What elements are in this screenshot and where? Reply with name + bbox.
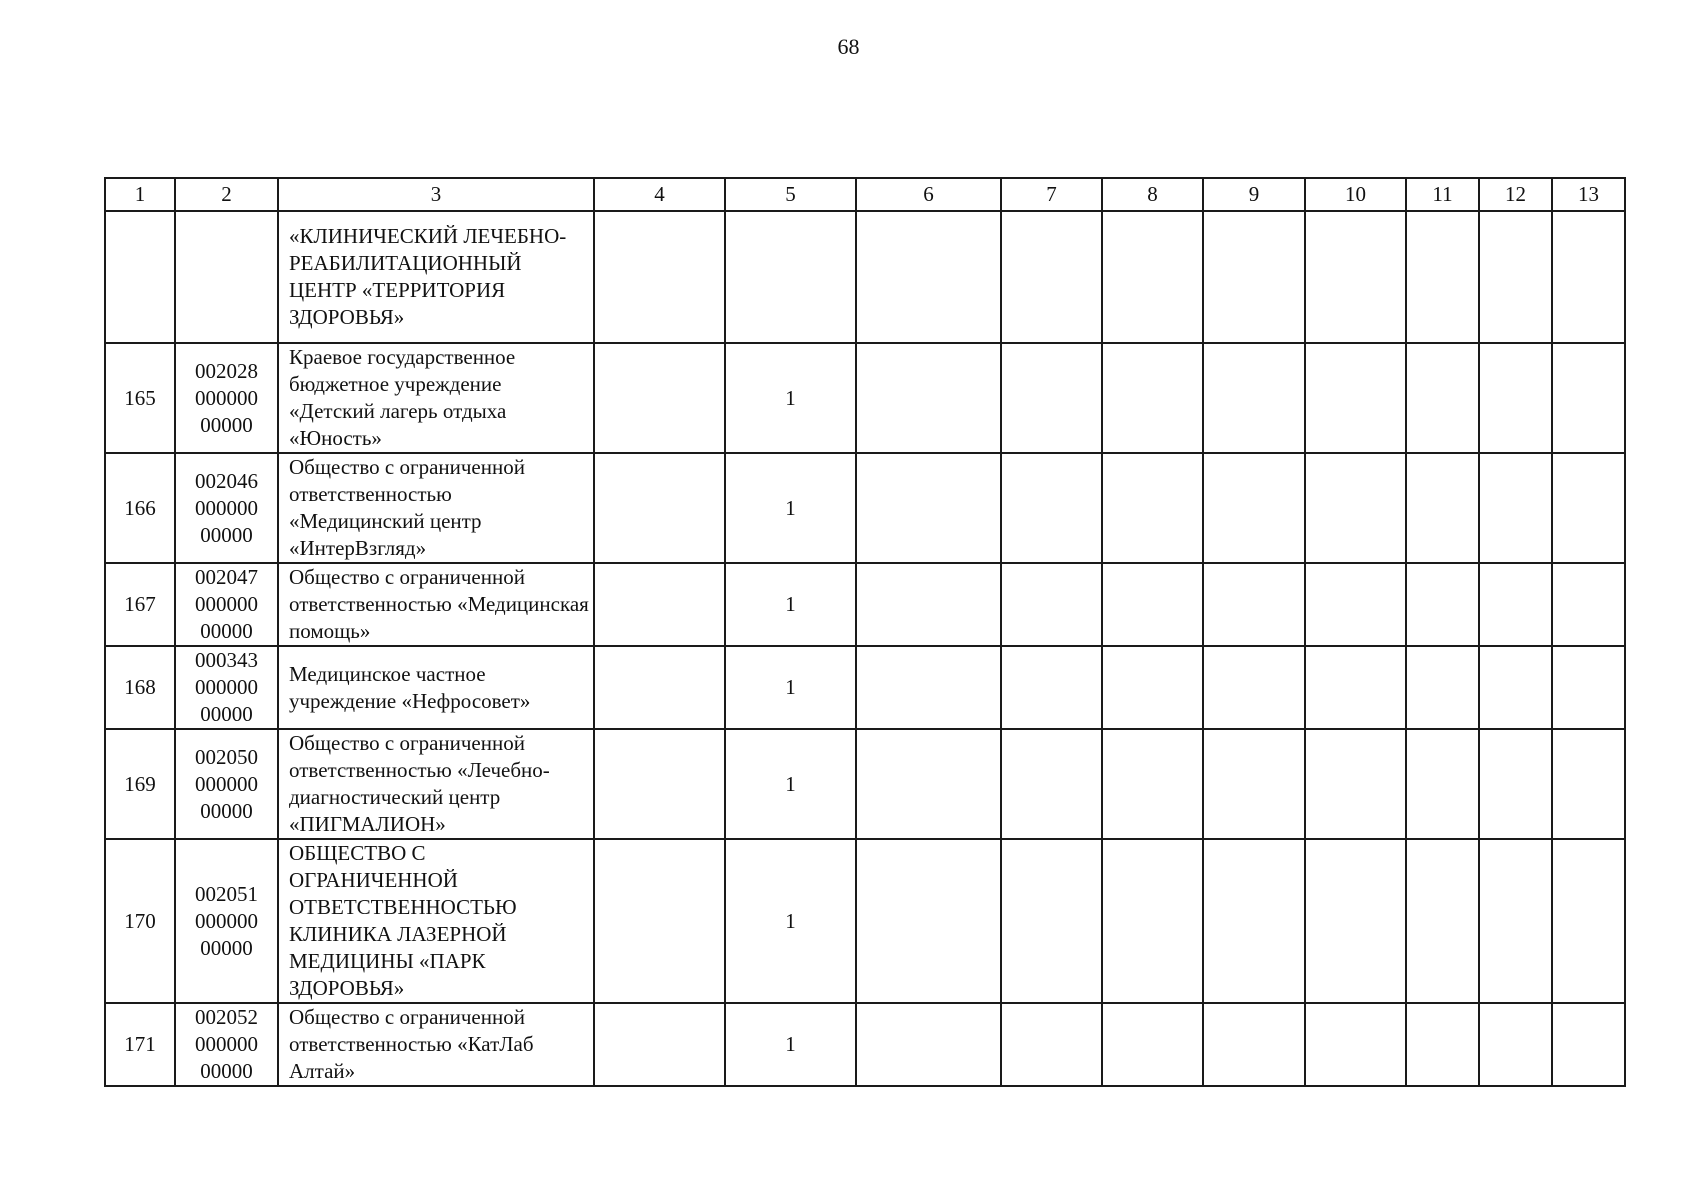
organization-name-cell: «КЛИНИЧЕСКИЙ ЛЕЧЕБНО-РЕАБИЛИТАЦИОННЫЙ ЦЕНТР «ТЕРРИТОРИЯ ЗДОРОВЬЯ» — [278, 211, 594, 343]
empty-cell — [1552, 839, 1625, 1003]
code-line: 00000 — [200, 522, 253, 547]
row-number-cell: 165 — [105, 343, 175, 453]
empty-cell — [1001, 211, 1102, 343]
organization-name-cell: Общество с ограниченной ответственностью «Медицинская помощь» — [278, 563, 594, 646]
row-code-cell — [175, 729, 278, 839]
empty-cell — [1406, 453, 1479, 563]
empty-cell — [1203, 1003, 1305, 1086]
empty-cell — [856, 453, 1001, 563]
row-code-cell — [175, 1003, 278, 1086]
code-line: 002050 — [195, 744, 258, 769]
organization-name-cell: Общество с ограниченной ответственностью «Лечебно-диагностический центр «ПИГМАЛИОН» — [278, 729, 594, 839]
empty-cell — [856, 211, 1001, 343]
empty-cell — [1203, 839, 1305, 1003]
empty-cell — [1552, 1003, 1625, 1086]
column-4-cell — [594, 839, 725, 1003]
code-line: 00000 — [200, 1059, 253, 1083]
empty-cell — [1305, 646, 1406, 729]
column-5-cell: 1 — [725, 1003, 856, 1086]
empty-cell — [1203, 453, 1305, 563]
code-line: 000000 — [195, 385, 258, 410]
empty-cell — [1305, 563, 1406, 646]
organization-name-cell: Общество с ограниченной ответственностью «КатЛаб Алтай» — [278, 1003, 594, 1086]
empty-cell — [1203, 646, 1305, 729]
empty-cell — [1479, 453, 1552, 563]
empty-cell — [1001, 1003, 1102, 1086]
empty-cell — [1203, 343, 1305, 453]
empty-cell — [1479, 1003, 1552, 1086]
empty-cell — [1305, 729, 1406, 839]
row-code-cell — [175, 563, 278, 646]
empty-cell — [1102, 1003, 1203, 1086]
registry-table — [104, 177, 1626, 1087]
table-row — [105, 839, 1625, 1003]
empty-cell — [1406, 211, 1479, 343]
column-5-cell: 1 — [725, 453, 856, 563]
table-row — [105, 563, 1625, 646]
empty-cell — [1305, 839, 1406, 1003]
row-code-cell — [175, 211, 278, 343]
column-header: 10 — [1305, 178, 1406, 211]
column-5-cell: 1 — [725, 563, 856, 646]
empty-cell — [1552, 343, 1625, 453]
column-4-cell — [594, 646, 725, 729]
column-header: 8 — [1102, 178, 1203, 211]
code-line: 00000 — [200, 702, 253, 726]
code-line: 002052 — [195, 1005, 258, 1029]
column-header: 4 — [594, 178, 725, 211]
empty-cell — [1001, 563, 1102, 646]
empty-cell — [1001, 729, 1102, 839]
organization-name-cell: Краевое государственное бюджетное учреждение «Детский лагерь отдыха «Юность» — [278, 343, 594, 453]
empty-cell — [1479, 839, 1552, 1003]
empty-cell — [1001, 343, 1102, 453]
row-number-cell: 166 — [105, 453, 175, 563]
empty-cell — [1552, 729, 1625, 839]
code-line: 000000 — [195, 1032, 258, 1056]
empty-cell — [1479, 646, 1552, 729]
empty-cell — [1479, 343, 1552, 453]
empty-cell — [1001, 646, 1102, 729]
empty-cell — [1406, 729, 1479, 839]
empty-cell — [1552, 211, 1625, 343]
column-header: 11 — [1406, 178, 1479, 211]
code-line: 002051 — [195, 881, 258, 906]
row-number-cell: 170 — [105, 839, 175, 1003]
code-line: 002047 — [195, 565, 258, 589]
column-header: 7 — [1001, 178, 1102, 211]
column-4-cell — [594, 729, 725, 839]
empty-cell — [1406, 839, 1479, 1003]
row-code-cell — [175, 343, 278, 453]
empty-cell — [856, 839, 1001, 1003]
organization-name-cell: ОБЩЕСТВО С ОГРАНИЧЕННОЙ ОТВЕТСТВЕННОСТЬЮ КЛИНИКА ЛАЗЕРНОЙ МЕДИЦИНЫ «ПАРК ЗДОРОВЬЯ» — [278, 839, 594, 1003]
empty-cell — [1305, 453, 1406, 563]
empty-cell — [1406, 1003, 1479, 1086]
table-row — [105, 646, 1625, 729]
column-5-cell: 1 — [725, 839, 856, 1003]
row-code-cell — [175, 646, 278, 729]
empty-cell — [856, 1003, 1001, 1086]
empty-cell — [1406, 343, 1479, 453]
code-line: 000000 — [195, 675, 258, 699]
empty-cell — [1552, 563, 1625, 646]
empty-cell — [1102, 646, 1203, 729]
row-number-cell: 169 — [105, 729, 175, 839]
column-5-cell — [725, 211, 856, 343]
empty-cell — [1305, 343, 1406, 453]
table-row — [105, 211, 1625, 343]
code-line: 00000 — [200, 935, 253, 960]
column-header: 9 — [1203, 178, 1305, 211]
code-line: 00000 — [200, 798, 253, 823]
table-row — [105, 1003, 1625, 1086]
empty-cell — [1479, 211, 1552, 343]
column-header: 5 — [725, 178, 856, 211]
empty-cell — [1479, 729, 1552, 839]
empty-cell — [1102, 563, 1203, 646]
empty-cell — [1552, 646, 1625, 729]
column-4-cell — [594, 211, 725, 343]
empty-cell — [1102, 839, 1203, 1003]
code-line: 000000 — [195, 592, 258, 616]
empty-cell — [1102, 211, 1203, 343]
row-code-cell — [175, 839, 278, 1003]
column-header: 3 — [278, 178, 594, 211]
code-line: 00000 — [200, 619, 253, 643]
column-header: 6 — [856, 178, 1001, 211]
column-header: 12 — [1479, 178, 1552, 211]
column-5-cell: 1 — [725, 646, 856, 729]
empty-cell — [1305, 211, 1406, 343]
code-line: 000000 — [195, 495, 258, 520]
code-line: 002046 — [195, 468, 258, 493]
empty-cell — [856, 646, 1001, 729]
code-line: 00000 — [200, 412, 253, 437]
empty-cell — [1001, 453, 1102, 563]
column-4-cell — [594, 453, 725, 563]
organization-name-cell: Медицинское частное учреждение «Нефросовет» — [278, 646, 594, 729]
header-row — [105, 178, 1625, 211]
empty-cell — [1203, 563, 1305, 646]
empty-cell — [1203, 211, 1305, 343]
empty-cell — [1305, 1003, 1406, 1086]
table-row — [105, 453, 1625, 563]
row-number-cell: 167 — [105, 563, 175, 646]
code-line: 000000 — [195, 771, 258, 796]
column-header: 13 — [1552, 178, 1625, 211]
empty-cell — [1552, 453, 1625, 563]
page-number: 68 — [837, 34, 860, 59]
code-line: 002028 — [195, 358, 258, 383]
row-number-cell: 171 — [105, 1003, 175, 1086]
row-number-cell — [105, 211, 175, 343]
empty-cell — [1102, 343, 1203, 453]
empty-cell — [1479, 563, 1552, 646]
code-line: 000343 — [195, 648, 258, 672]
empty-cell — [856, 729, 1001, 839]
column-4-cell — [594, 563, 725, 646]
column-5-cell: 1 — [725, 729, 856, 839]
empty-cell — [1406, 563, 1479, 646]
empty-cell — [856, 563, 1001, 646]
table-row — [105, 343, 1625, 453]
empty-cell — [1203, 729, 1305, 839]
column-5-cell: 1 — [725, 343, 856, 453]
column-header: 2 — [175, 178, 278, 211]
empty-cell — [1001, 839, 1102, 1003]
empty-cell — [1102, 453, 1203, 563]
code-line: 000000 — [195, 908, 258, 933]
row-number-cell: 168 — [105, 646, 175, 729]
organization-name-cell: Общество с ограниченной ответственностью «Медицинский центр «ИнтерВзгляд» — [278, 453, 594, 563]
column-header: 1 — [105, 178, 175, 211]
empty-cell — [856, 343, 1001, 453]
table-row — [105, 729, 1625, 839]
empty-cell — [1406, 646, 1479, 729]
column-4-cell — [594, 1003, 725, 1086]
empty-cell — [1102, 729, 1203, 839]
row-code-cell — [175, 453, 278, 563]
column-4-cell — [594, 343, 725, 453]
